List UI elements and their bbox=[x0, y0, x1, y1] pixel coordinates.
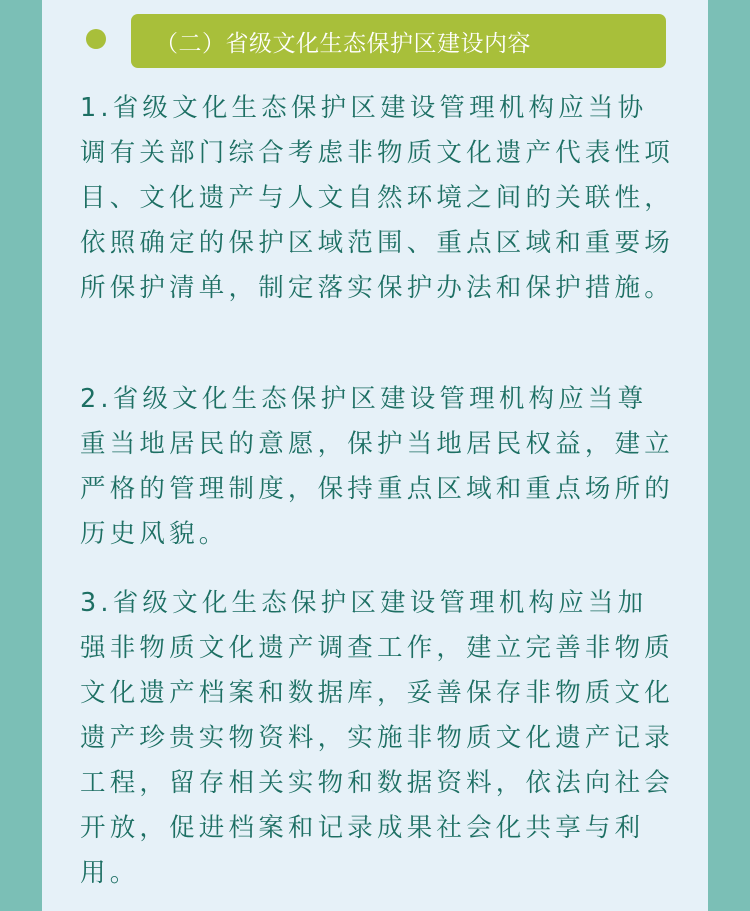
paragraph-item: 2.省级文化生态保护区建设管理机构应当尊重当地居民的意愿，保护当地居民权益，建立严格的管理制度，保持重点区域和重点场所的历史风貌。 bbox=[80, 384, 675, 549]
paragraph-item: 3.省级文化生态保护区建设管理机构应当加强非物质文化遗产调查工作，建立完善非物质文化遗产档案和数据库，妥善保存非物质文化遗产珍贵实物资料，实施非物质文化遗产记录工程，留存相关实物和数据资料，依法向社会开放，促进档案和记录成果社会化共享与利用。 bbox=[80, 588, 675, 888]
section-heading-box bbox=[131, 14, 666, 68]
paragraph-item: 1.省级文化生态保护区建设管理机构应当协调有关部门综合考虑非物质文化遗产代表性项目、文化遗产与人文自然环境之间的关联性，依照确定的保护区域范围、重点区域和重要场所保护清单，制定落实保护办法和保护措施。 bbox=[80, 93, 675, 303]
circle-dot-icon bbox=[86, 29, 106, 49]
section-heading: （二）省级文化生态保护区建设内容 bbox=[155, 30, 531, 57]
